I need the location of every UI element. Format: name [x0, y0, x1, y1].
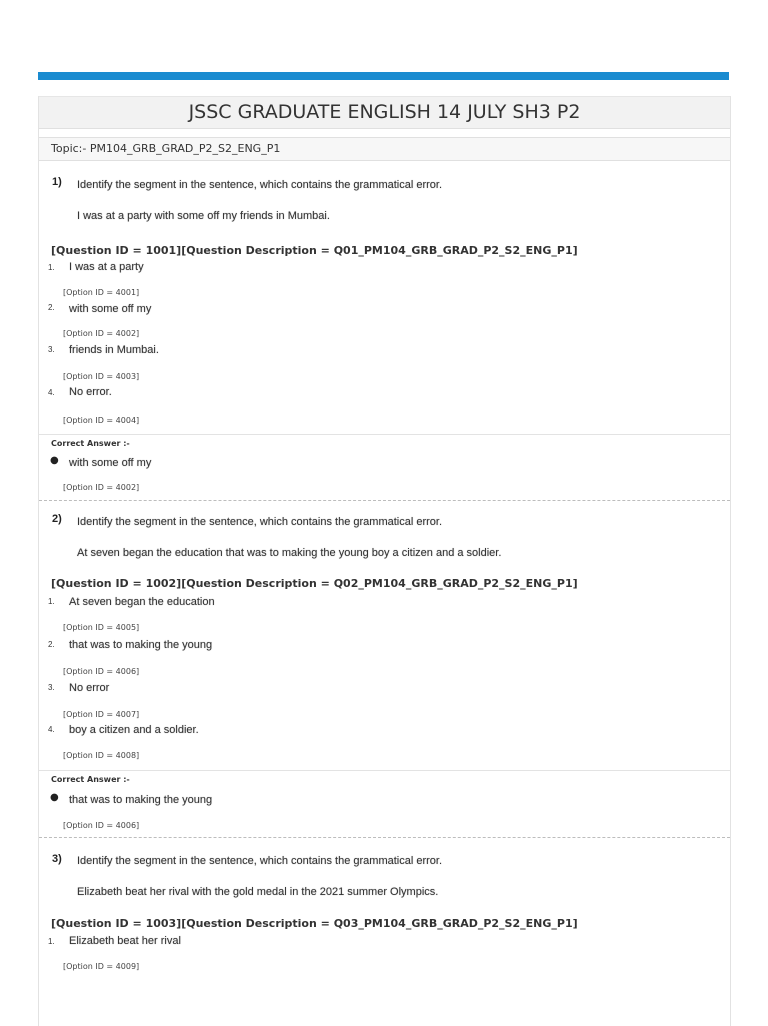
option-number: 1. [48, 263, 55, 272]
correct-answer-id: [Option ID = 4006] [63, 821, 140, 830]
question-sentence: Elizabeth beat her rival with the gold medal in the 2021 summer Olympics. [77, 886, 439, 898]
option-text: that was to making the young [69, 639, 213, 651]
option-id: [Option ID = 4002] [63, 329, 140, 338]
question-separator [39, 837, 730, 838]
option-id: [Option ID = 4005] [63, 623, 140, 632]
question-paper [38, 96, 731, 1026]
option-id: [Option ID = 4009] [63, 962, 140, 971]
question-sentence: I was at a party with some off my friends in Mumbai. [77, 210, 330, 222]
divider [39, 434, 730, 435]
option-text: At seven began the education [69, 596, 215, 608]
option-number: 3. [48, 345, 55, 354]
option-number: 1. [48, 937, 55, 946]
question-separator [39, 500, 730, 501]
correct-answer-text: that was to making the young [69, 794, 213, 806]
option-number: 1. [48, 597, 55, 606]
question-prompt: Identify the segment in the sentence, which contains the grammatical error. [77, 855, 443, 867]
option-id: [Option ID = 4008] [63, 751, 140, 760]
question-number: 1) [52, 176, 62, 188]
option-number: 3. [48, 683, 55, 692]
option-id: [Option ID = 4001] [63, 288, 140, 297]
correct-answer-id: [Option ID = 4002] [63, 483, 140, 492]
option-text: friends in Mumbai. [69, 344, 159, 356]
top-accent-bar [38, 72, 729, 80]
option-text: with some off my [69, 303, 152, 315]
option-text: No error. [69, 386, 112, 398]
question-prompt: Identify the segment in the sentence, which contains the grammatical error. [77, 179, 443, 191]
question-number: 3) [52, 853, 62, 865]
page-title: JSSC GRADUATE ENGLISH 14 JULY SH3 P2 [39, 96, 730, 129]
question-number: 2) [52, 513, 62, 525]
option-number: 4. [48, 388, 55, 397]
correct-answer-label: Correct Answer :- [51, 775, 130, 784]
option-number: 4. [48, 725, 55, 734]
option-text: I was at a party [69, 261, 144, 273]
bullet-icon: ● [50, 792, 59, 803]
option-id: [Option ID = 4003] [63, 372, 140, 381]
option-id: [Option ID = 4006] [63, 667, 140, 676]
topic-bar [39, 138, 730, 161]
correct-answer-text: with some off my [69, 457, 152, 469]
topic-label: Topic:- PM104_GRB_GRAD_P2_S2_ENG_P1 [51, 142, 281, 155]
bullet-icon: ● [50, 455, 59, 466]
divider [39, 770, 730, 771]
option-text: No error [69, 682, 110, 694]
option-text: boy a citizen and a soldier. [69, 724, 199, 736]
question-sentence: At seven began the education that was to making the young boy a citizen and a soldier. [77, 547, 502, 559]
spacer-row [39, 127, 730, 138]
question-meta: [Question ID = 1001][Question Description = Q01_PM104_GRB_GRAD_P2_S2_ENG_P1] [51, 244, 578, 257]
option-number: 2. [48, 303, 55, 312]
correct-answer-label: Correct Answer :- [51, 439, 130, 448]
question-meta: [Question ID = 1002][Question Description = Q02_PM104_GRB_GRAD_P2_S2_ENG_P1] [51, 577, 578, 590]
option-number: 2. [48, 640, 55, 649]
question-meta: [Question ID = 1003][Question Description = Q03_PM104_GRB_GRAD_P2_S2_ENG_P1] [51, 917, 578, 930]
option-id: [Option ID = 4007] [63, 710, 140, 719]
question-prompt: Identify the segment in the sentence, which contains the grammatical error. [77, 516, 443, 528]
option-text: Elizabeth beat her rival [69, 935, 181, 947]
option-id: [Option ID = 4004] [63, 416, 140, 425]
